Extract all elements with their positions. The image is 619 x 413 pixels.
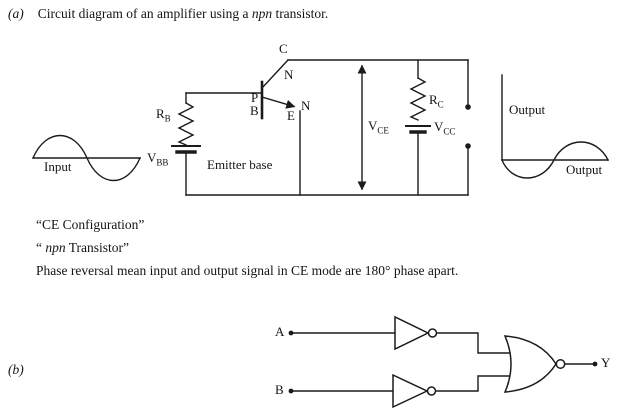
base-p-label: P [251,90,259,105]
collector-region-label: N [284,67,294,82]
output-label-bottom: Output [566,162,603,177]
emitter-region-label: N [301,98,311,113]
emitter-e-label: E [287,108,295,123]
amplifier-circuit-diagram [33,60,608,195]
transistor-emitter-lead [262,97,294,107]
output-label-top: Output [509,102,546,117]
collector-terminal-label: C [279,41,288,56]
part-a-text-end: transistor. [272,6,329,21]
input-label: Input [44,159,72,174]
nor-gate-bubble [556,360,564,368]
base-b-label: B [250,103,259,118]
not-gate-b [393,375,436,407]
logic-output-y-label: Y [601,355,611,370]
nor-gate [505,336,565,392]
rc-resistor [411,78,425,120]
answer-notes [36,213,458,283]
part-b-marker: (b) [8,362,24,377]
output-terminal-bottom [465,143,471,149]
part-a-text-italic: npn [251,6,273,21]
note-ce-configuration: “CE Configuration” [36,217,145,232]
not-gate-a-bubble [429,329,437,337]
vbb-label: $V_{BB}$ [147,150,169,168]
output-terminal-top [465,104,471,110]
part-a-text: Circuit diagram of an amplifier using a [37,6,252,21]
part-a-marker: (a) [8,6,24,21]
note-npn-transistor: “ npn Transistor” [36,240,130,256]
not-gate-b-bubble [428,387,436,395]
vcc-label: $V_{CC}$ [434,119,456,137]
npn-transistor-symbol [262,60,300,195]
not-b-to-nor-wire [436,376,513,391]
logic-circuit-diagram [289,317,598,407]
not-gate-a [395,317,437,349]
logic-input-b-label: B [275,382,284,397]
not-a-to-nor-wire [437,333,513,353]
vce-label: $V_{CE}$ [368,118,389,136]
rb-resistor [179,103,193,145]
output-y-terminal [593,362,598,367]
logic-input-a-label: A [275,324,285,339]
rc-label: $R_C$ [429,92,444,110]
rb-label: $R_B$ [156,106,171,124]
emitter-base-label: Emitter base [207,157,273,172]
note-phase-reversal: Phase reversal mean input and output signal in CE mode are 180° phase apart. [36,263,459,279]
